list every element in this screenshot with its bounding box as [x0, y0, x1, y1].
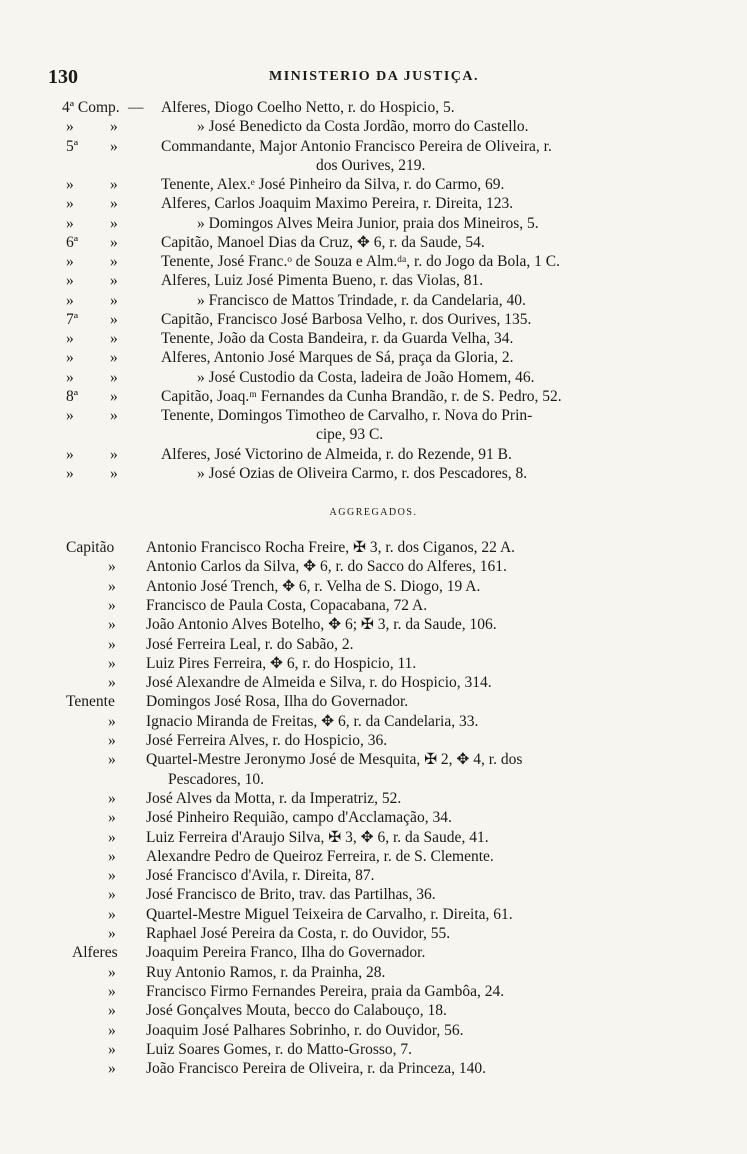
roster-entry: » Francisco de Mattos Trindade, r. da Candelaria, 40.	[197, 291, 526, 309]
rank-label: »	[108, 712, 116, 730]
rank-label: »	[108, 925, 116, 942]
aggregado-entry: Ignacio Miranda de Freitas, ✥ 6, r. da Candelaria, 33.	[146, 712, 479, 730]
roster-entry: Commandante, Major Antonio Francisco Pereira de Oliveira, r.	[161, 137, 552, 155]
aggregado-entry: Ruy Antonio Ramos, r. da Prainha, 28.	[146, 963, 386, 981]
company-mark: »	[66, 349, 74, 367]
aggregado-line	[0, 731, 747, 750]
aggregado-entry: João Francisco Pereira de Oliveira, r. da Princeza, 140.	[146, 1060, 487, 1078]
ditto-mark: »	[110, 195, 118, 213]
rank-label: »	[108, 963, 116, 981]
running-title: MINISTERIO DA JUSTIÇA.	[269, 69, 479, 84]
aggregado-line	[0, 615, 747, 634]
aggregado-entry: José Gonçalves Mouta, becco do Calabouço, 18.	[146, 1002, 447, 1020]
rank-label: »	[108, 1002, 116, 1020]
company-mark: 8ª	[66, 387, 79, 405]
rank-label: »	[108, 828, 116, 846]
aggregado-entry: Joaquim José Palhares Sobrinho, r. do Ouvidor, 56.	[146, 1021, 464, 1039]
aggregado-line	[0, 596, 747, 615]
rank-label: »	[108, 732, 116, 749]
aggregado-entry: Antonio Francisco Rocha Freire, ✠ 3, r. dos Ciganos, 22 A.	[146, 539, 516, 556]
aggregado-line	[0, 905, 747, 924]
page-number: 130	[48, 66, 78, 88]
rank-label: »	[108, 674, 116, 692]
roster-line	[0, 156, 747, 175]
aggregado-line	[0, 750, 747, 769]
roster-line	[0, 117, 747, 136]
rank-label: »	[108, 789, 116, 807]
aggregado-line	[0, 963, 747, 982]
rank-label: »	[108, 982, 116, 1000]
company-mark: 5ª	[66, 137, 79, 155]
aggregado-entry: Quartel-Mestre Jeronymo José de Mesquita, ✠ 2, ✥ 4, r. dos	[146, 751, 523, 769]
aggregado-entry: Antonio José Trench, ✥ 6, r. Velha de S. Diogo, 19 A.	[146, 577, 481, 595]
rank-label: »	[108, 886, 116, 904]
page-header	[48, 66, 700, 92]
ditto-mark: »	[110, 407, 118, 424]
ditto-mark: —	[128, 99, 144, 116]
aggregado-entry: João Antonio Alves Botelho, ✥ 6; ✠ 3, r. da Saude, 106.	[146, 616, 497, 634]
rank-label: »	[108, 847, 116, 865]
aggregado-line	[0, 866, 747, 885]
rank-label: Tenente	[66, 693, 115, 711]
ditto-mark: »	[110, 272, 118, 290]
roster-entry: » José Benedicto da Costa Jordão, morro do Castello.	[197, 118, 529, 136]
aggregado-line	[0, 1040, 747, 1059]
roster-entry: dos Ourives, 219.	[316, 156, 426, 174]
roster-line	[0, 233, 747, 252]
rank-label: »	[108, 809, 116, 827]
roster-entry: » José Ozias de Oliveira Carmo, r. dos Pescadores, 8.	[197, 464, 528, 482]
aggregado-line	[0, 847, 747, 866]
roster-line	[0, 329, 747, 348]
rank-label: »	[108, 1060, 116, 1078]
roster-entry: cipe, 93 C.	[316, 426, 384, 444]
company-mark: »	[66, 176, 74, 193]
ditto-mark: »	[110, 445, 118, 463]
company-mark: 4ª Comp.	[62, 99, 120, 116]
aggregado-line	[0, 1021, 747, 1040]
roster-entry: Capitão, Joaq.ᵐ Fernandes da Cunha Brandão, r. de S. Pedro, 52.	[161, 387, 562, 405]
rank-label: »	[108, 577, 116, 595]
roster-entry: Alferes, Antonio José Marques de Sá, praça da Gloria, 2.	[161, 349, 514, 367]
roster-line	[0, 387, 747, 406]
company-mark: »	[66, 272, 74, 290]
roster-line	[0, 425, 747, 444]
roster-line	[0, 406, 747, 425]
ditto-mark: »	[110, 214, 118, 232]
roster-entry: Tenente, João da Costa Bandeira, r. da Guarda Velha, 34.	[161, 330, 514, 347]
aggregado-line	[0, 673, 747, 692]
section-title: AGGREGADOS.	[329, 507, 418, 518]
roster-line	[0, 291, 747, 310]
aggregado-line	[0, 635, 747, 654]
company-mark: »	[66, 407, 74, 424]
aggregado-entry: Luiz Ferreira d'Araujo Silva, ✠ 3, ✥ 6, r. da Saude, 41.	[146, 828, 489, 846]
roster-line	[0, 348, 747, 367]
roster-entry: Tenente, Alex.ᵉ José Pinheiro da Silva, r. do Carmo, 69.	[161, 176, 505, 193]
aggregado-entry: Joaquim Pereira Franco, Ilha do Governador.	[146, 944, 426, 962]
aggregado-entry: José Pinheiro Requião, campo d'Acclamação, 34.	[146, 809, 452, 827]
ditto-mark: »	[110, 137, 118, 155]
company-mark: 7ª	[66, 310, 79, 328]
ditto-mark: »	[110, 464, 118, 482]
aggregado-entry: Pescadores, 10.	[168, 770, 264, 788]
aggregado-entry: José Francisco de Brito, trav. das Partilhas, 36.	[146, 886, 436, 904]
roster-line	[0, 98, 747, 117]
rank-label: »	[108, 635, 116, 653]
aggregado-line	[0, 577, 747, 596]
company-mark: »	[66, 464, 74, 482]
aggregado-line	[0, 692, 747, 711]
aggregado-line	[0, 828, 747, 847]
aggregado-line	[0, 654, 747, 673]
ditto-mark: »	[110, 233, 118, 251]
aggregado-entry: Francisco Firmo Fernandes Pereira, praia da Gambôa, 24.	[146, 982, 505, 1000]
rank-label: »	[108, 558, 116, 576]
aggregado-line	[0, 557, 747, 576]
roster-entry: Alferes, José Victorino de Almeida, r. do Rezende, 91 B.	[161, 445, 512, 463]
aggregado-entry: Luiz Pires Ferreira, ✥ 6, r. do Hospicio, 11.	[146, 654, 417, 672]
aggregado-line	[0, 538, 747, 557]
aggregado-line	[0, 1059, 747, 1078]
ditto-mark: »	[110, 253, 118, 270]
company-mark: »	[66, 253, 74, 270]
company-mark: »	[66, 368, 74, 386]
ditto-mark: »	[110, 387, 118, 405]
roster-entry: » Domingos Alves Meira Junior, praia dos Mineiros, 5.	[197, 214, 539, 232]
roster-line	[0, 368, 747, 387]
rank-label: Capitão	[66, 539, 115, 556]
rank-label: »	[108, 867, 116, 885]
company-mark: »	[66, 291, 74, 309]
roster-entry: Capitão, Manoel Dias da Cruz, ✥ 6, r. da Saude, 54.	[161, 233, 485, 251]
rank-label: Alferes	[72, 944, 118, 962]
aggregado-entry: José Francisco d'Avila, r. Direita, 87.	[146, 867, 375, 885]
company-mark: »	[66, 195, 74, 213]
roster-line	[0, 271, 747, 290]
company-mark: »	[66, 330, 74, 347]
aggregado-entry: Quartel-Mestre Miguel Teixeira de Carvalho, r. Direita, 61.	[146, 905, 513, 923]
company-mark: »	[66, 445, 74, 463]
aggregado-line	[0, 885, 747, 904]
aggregado-entry: José Alves da Motta, r. da Imperatriz, 52.	[146, 789, 402, 807]
aggregado-entry: Domingos José Rosa, Ilha do Governador.	[146, 693, 409, 711]
aggregado-line	[0, 712, 747, 731]
aggregado-entry: Raphael José Pereira da Costa, r. do Ouvidor, 55.	[146, 925, 451, 942]
roster-line	[0, 175, 747, 194]
roster-entry: Capitão, Francisco José Barbosa Velho, r. dos Ourives, 135.	[161, 310, 532, 328]
ditto-mark: »	[110, 368, 118, 386]
aggregado-line	[0, 789, 747, 808]
company-mark: »	[66, 118, 74, 136]
roster-entry: Alferes, Diogo Coelho Netto, r. do Hospicio, 5.	[161, 99, 455, 116]
company-mark: 6ª	[66, 233, 79, 251]
roster-entry: Tenente, José Franc.ᵒ de Souza e Alm.ᵈᵃ, r. do Jogo da Bola, 1 C.	[161, 253, 561, 270]
rank-label: »	[108, 616, 116, 634]
aggregado-entry: José Ferreira Leal, r. do Sabão, 2.	[146, 635, 354, 653]
ditto-mark: »	[110, 330, 118, 347]
ditto-mark: »	[110, 349, 118, 367]
aggregado-entry: Francisco de Paula Costa, Copacabana, 72 A.	[146, 596, 428, 614]
roster-line	[0, 310, 747, 329]
roster-entry: » José Custodio da Costa, ladeira de João Homem, 46.	[197, 368, 535, 386]
ditto-mark: »	[110, 291, 118, 309]
aggregado-line	[0, 924, 747, 943]
rank-label: »	[108, 1021, 116, 1039]
aggregado-entry: Alexandre Pedro de Queiroz Ferreira, r. de S. Clemente.	[146, 847, 494, 865]
roster-line	[0, 214, 747, 233]
roster-line	[0, 137, 747, 156]
ditto-mark: »	[110, 310, 118, 328]
company-mark: »	[66, 214, 74, 232]
rank-label: »	[108, 1040, 116, 1058]
aggregado-entry: Antonio Carlos da Silva, ✥ 6, r. do Sacco do Alferes, 161.	[146, 558, 507, 576]
aggregado-line	[0, 1001, 747, 1020]
roster-line	[0, 464, 747, 483]
rank-label: »	[108, 596, 116, 614]
ditto-mark: »	[110, 176, 118, 193]
roster-entry: Alferes, Carlos Joaquim Maximo Pereira, r. Direita, 123.	[161, 195, 514, 213]
aggregado-line	[0, 943, 747, 962]
aggregado-line	[0, 982, 747, 1001]
aggregado-entry: Luiz Soares Gomes, r. do Matto-Grosso, 7.	[146, 1040, 413, 1058]
rank-label: »	[108, 654, 116, 672]
roster-line	[0, 194, 747, 213]
roster-line	[0, 445, 747, 464]
aggregado-line	[0, 770, 747, 789]
rank-label: »	[108, 905, 116, 923]
roster-line	[0, 252, 747, 271]
ditto-mark: »	[110, 118, 118, 136]
aggregado-line	[0, 808, 747, 827]
roster-entry: Tenente, Domingos Timotheo de Carvalho, r. Nova do Prin-	[161, 407, 533, 424]
roster-entry: Alferes, Luiz José Pimenta Bueno, r. das Violas, 81.	[161, 272, 484, 290]
rank-label: »	[108, 751, 116, 769]
aggregado-entry: José Alexandre de Almeida e Silva, r. do Hospicio, 314.	[146, 674, 492, 692]
aggregado-entry: José Ferreira Alves, r. do Hospicio, 36.	[146, 732, 388, 749]
